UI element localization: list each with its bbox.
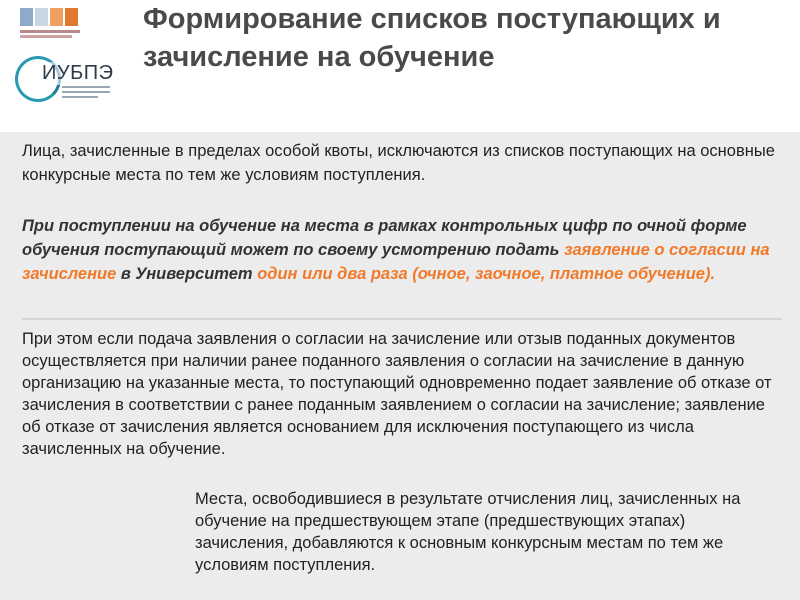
paragraph-refusal: При этом если подача заявления о согласии на зачисление или отзыв поданных документов осуществляется при наличии ранее поданного заявления о согласии на зачисление в данную организацию на указанные места, то поступающий одновременно подает заявление об отказе от зачисления в соответствии с ранее поданным заявлением о согласии на зачисление; заявление об отказе от зачисления является основанием для исключения поступающего из числа зачисленных на обучение. <box>22 330 772 458</box>
highlight-once-or-twice: один или два раза (очное, заочное, платное обучение). <box>257 265 716 283</box>
slide-title: Формирование списков поступающих и зачисление на обучение <box>143 3 721 73</box>
paragraph-enrollment-application <box>22 214 782 286</box>
logo-caption <box>62 86 110 101</box>
divider <box>22 318 782 320</box>
paragraph-part: в Университет <box>116 265 258 283</box>
slide-header <box>0 0 800 132</box>
paragraph-part: При поступлении на обучение на места в рамках контрольных цифр по очной форме обучения поступающий может по своему усмотрению подать <box>22 217 747 259</box>
slide-content <box>0 132 800 600</box>
paragraph-freed-places: Места, освободившиеся в результате отчисления лиц, зачисленных на обучение на предшествующем этапе (предшествующих этапах) зачисления, добавляются к основным конкурсным местам по тем же условиям поступления. <box>195 490 741 574</box>
highlight-consent-application: заявление о согласии на зачисление <box>22 241 770 283</box>
paragraph-quota: Лица, зачисленные в пределах особой квоты, исключаются из списков поступающих на основные конкурсные места по тем же условиям поступления. <box>22 142 775 184</box>
university-logo-icon <box>20 8 84 48</box>
iubpe-logo-text: ИУБПЭ <box>42 62 114 84</box>
